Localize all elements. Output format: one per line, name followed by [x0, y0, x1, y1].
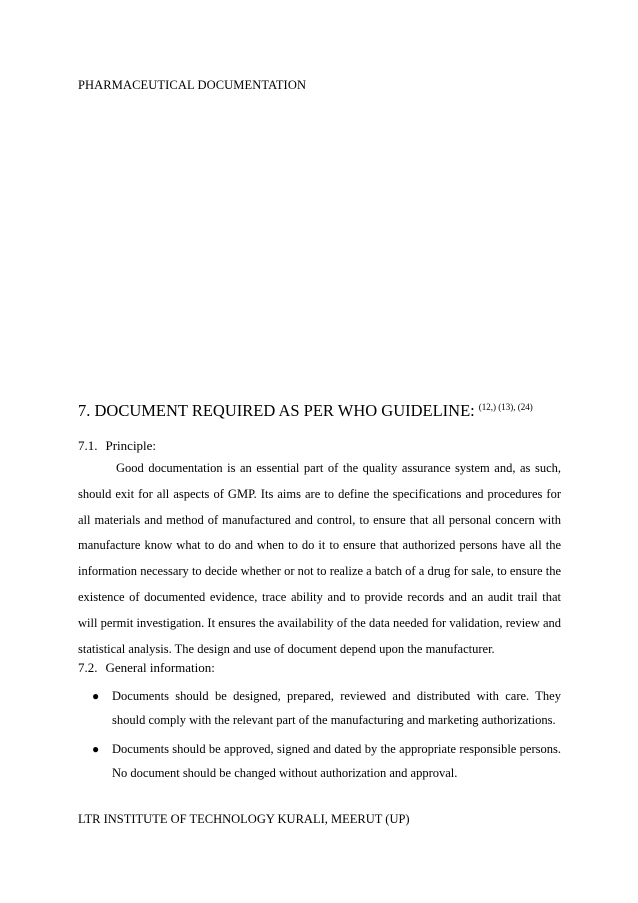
bullet-text: Documents should be designed, prepared, reviewed and distributed with care. They should comply with the relevant part of the manufacturing and marketing authorizations.: [112, 689, 561, 728]
general-subheading: [78, 660, 215, 676]
section-heading-text: 7. DOCUMENT REQUIRED AS PER WHO GUIDELINE:: [78, 401, 475, 420]
principle-paragraph: Good documentation is an essential part of the quality assurance system and, as such, should exit for all aspects of GMP. Its aims are to define the specifications and procedures for all materials and method of manufactured and control, to ensure that all personal concern with manufacture know what to do and when to do it to ensure that authorized persons have all the information necessary to decide whether or not to realize a batch of a drug for sale, to ensure the existence of documented evidence, trace ability and to provide records and an audit trail that will permit investigation. It ensures the availability of the data needed for validation, review and statistical analysis. The design and use of document depend upon the manufacturer.: [78, 461, 561, 656]
principle-number: 7.1.: [78, 438, 98, 453]
general-label: General information:: [105, 660, 215, 675]
list-item: [78, 737, 561, 786]
section-references: (12,) (13), (24): [478, 402, 533, 412]
general-number: 7.2.: [78, 660, 98, 675]
principle-label: Principle:: [105, 438, 157, 453]
list-item: [78, 684, 561, 733]
bullet-icon: ●: [92, 689, 100, 703]
general-bullet-list: [78, 684, 561, 789]
section-heading: [78, 401, 533, 421]
bullet-icon: ●: [92, 741, 100, 756]
principle-subheading: [78, 438, 156, 454]
bullet-text: Documents should be approved, signed and dated by the appropriate responsible persons. No document should be changed without authorization and approval.: [112, 741, 561, 780]
page-header: PHARMACEUTICAL DOCUMENTATION: [78, 78, 307, 92]
page-footer: LTR INSTITUTE OF TECHNOLOGY KURALI, MEERUT (UP): [78, 812, 410, 826]
